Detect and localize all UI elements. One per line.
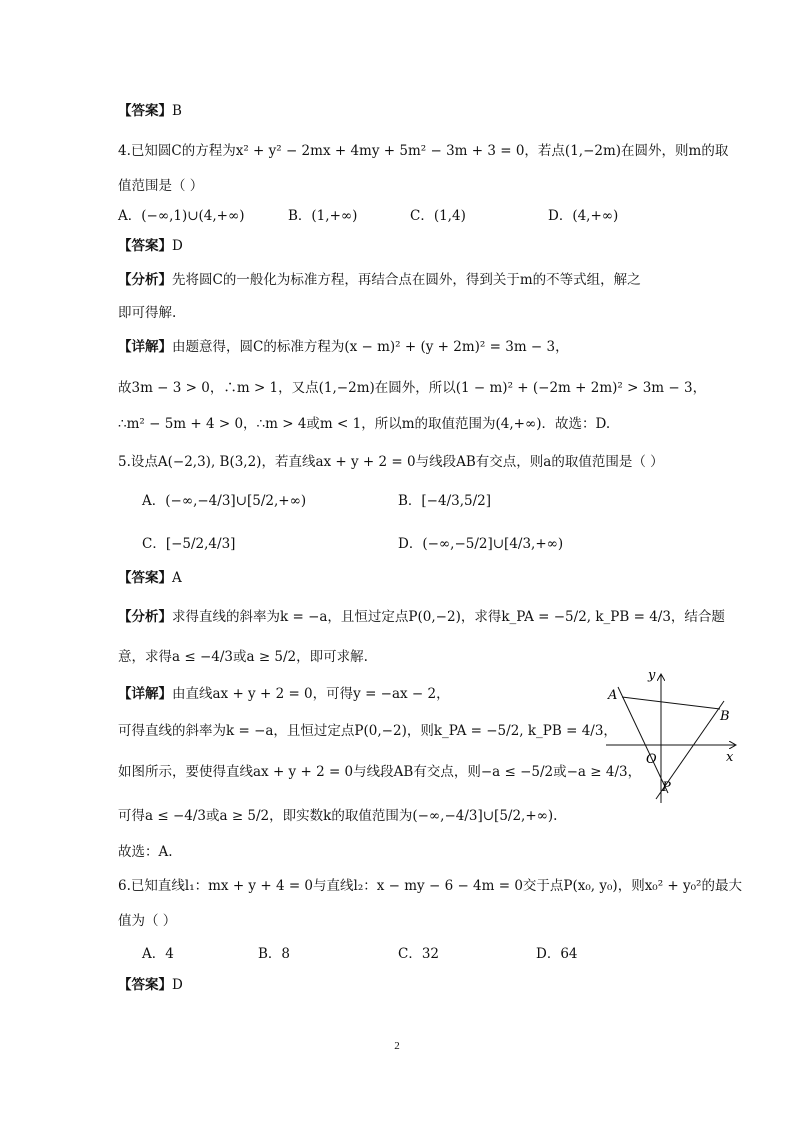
label-y: y xyxy=(648,668,656,683)
q5-option-a: A．(−∞,−4/3]∪[5/2,+∞) xyxy=(142,493,307,509)
q5-option-b: B．[−4/3,5/2] xyxy=(398,493,492,509)
analysis-q5: 【分析】求得直线的斜率为k = −a，且恒过定点P(0,−2)，求得k_PA = −5/2, k_PB = 4/3，结合题 xyxy=(118,609,725,625)
q6-option-d: D．64 xyxy=(536,946,578,962)
analysis-q4-cont: 即可得解. xyxy=(118,305,177,321)
segment-ab xyxy=(622,697,720,709)
detail-q5: 【详解】由直线ax + y + 2 = 0，可得y = −ax − 2， xyxy=(118,686,450,702)
label-b: B xyxy=(720,709,730,724)
q6-option-b: B．8 xyxy=(258,946,291,962)
question-6: 6.已知直线l₁：mx + y + 4 = 0与直线l₂：x − my − 6 − 4m = 0交于点P(x₀, y₀)，则x₀² + y₀²的最大 xyxy=(118,878,742,894)
detail-q4-line3: ∴m² − 5m + 4 > 0，∴m > 4或m < 1，所以m的取值范围为(4,+∞)．故选：D. xyxy=(118,416,611,432)
analysis-q4: 【分析】先将圆C的一般化为标准方程，再结合点在圆外，得到关于m的不等式组，解之 xyxy=(118,272,641,288)
detail-q5-line4: 可得a ≤ −4/3或a ≥ 5/2，即实数k的取值范围为(−∞,−4/3]∪[5/2,+∞). xyxy=(118,808,558,824)
answer-line-q3: 【答案】B xyxy=(118,103,182,119)
q5-option-c: C．[−5/2,4/3] xyxy=(142,536,236,552)
answer-line-q5: 【答案】A xyxy=(118,570,182,586)
label-p: P xyxy=(662,780,671,795)
question-4-cont: 值范围是（ ） xyxy=(118,178,204,194)
analysis-q5-cont: 意，求得a ≤ −4/3或a ≥ 5/2，即可求解. xyxy=(118,649,368,665)
geometry-figure xyxy=(600,665,750,805)
q4-option-a: A．(−∞,1)∪(4,+∞) xyxy=(118,208,245,224)
q4-option-b: B．(1,+∞) xyxy=(288,208,358,224)
q5-option-d: D．(−∞,−5/2]∪[4/3,+∞) xyxy=(398,536,564,552)
page-number: 2 xyxy=(394,1040,400,1052)
detail-q5-line3: 如图所示，要使得直线ax + y + 2 = 0与线段AB有交点，则−a ≤ −5/2或−a ≥ 4/3， xyxy=(118,764,642,780)
detail-q4: 【详解】由题意得，圆C的标准方程为(x − m)² + (y + 2m)² = 3m − 3， xyxy=(118,339,569,355)
q4-option-c: C．(1,4) xyxy=(410,208,466,224)
q6-option-c: C．32 xyxy=(398,946,440,962)
question-4: 4.已知圆C的方程为x² + y² − 2mx + 4my + 5m² − 3m + 3 = 0，若点(1,−2m)在圆外，则m的取 xyxy=(118,143,729,159)
answer-line-q4: 【答案】D xyxy=(118,238,183,254)
detail-q4-line2: 故3m − 3 > 0，∴m > 1，又点(1,−2m)在圆外，所以(1 − m)² + (−2m + 2m)² > 3m − 3， xyxy=(118,380,707,396)
q4-option-d: D．(4,+∞) xyxy=(548,208,619,224)
label-a: A xyxy=(608,688,618,703)
answer-line-q6: 【答案】D xyxy=(118,977,183,993)
q6-option-a: A．4 xyxy=(142,946,174,962)
question-5: 5.设点A(−2,3), B(3,2)，若直线ax + y + 2 = 0与线段AB有交点，则a的取值范围是（ ） xyxy=(118,454,664,470)
question-6-cont: 值为（ ） xyxy=(118,913,177,929)
label-x: x xyxy=(726,750,734,765)
label-o: O xyxy=(646,752,657,767)
detail-q5-line2: 可得直线的斜率为k = −a，且恒过定点P(0,−2)，则k_PA = −5/2, k_PB = 4/3， xyxy=(118,723,617,739)
detail-q5-line5: 故选：A. xyxy=(118,844,173,860)
